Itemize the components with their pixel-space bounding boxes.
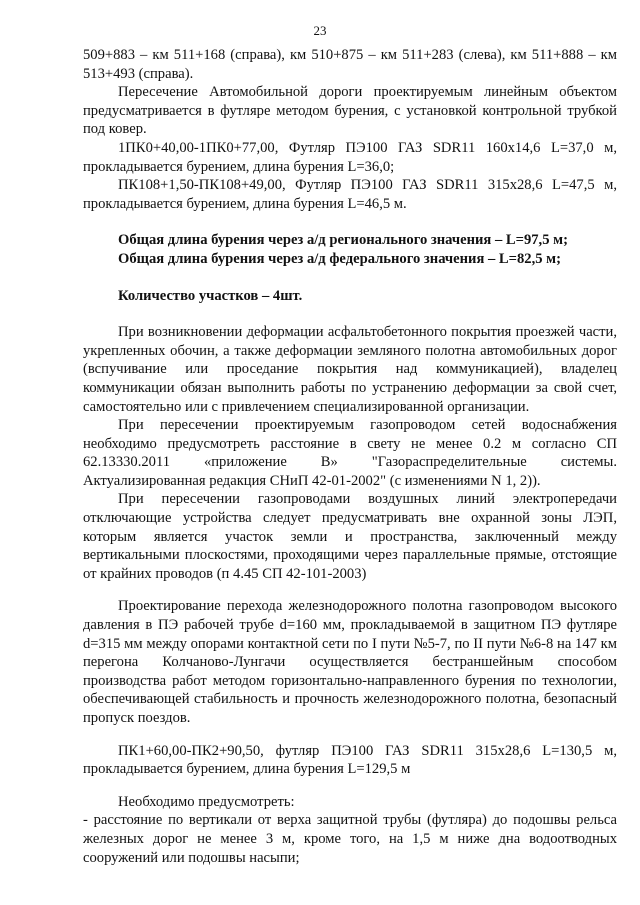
paragraph-power-lines: При пересечении газопроводами воздушных линий электропередачи отключающие устройства следует предусматривать вне охранной зоны ЛЭП, которым является участок земли и пространства, заключенный между вертикальными плоскостями, проходящими через параллельные прямые, отстоящие от крайних проводов (п 4.45 СП 42-101-2003) (83, 491, 617, 582)
paragraph-casing-1: 1ПК0+40,00-1ПК0+77,00, Футляр ПЭ100 ГАЗ SDR11 160x14,6 L=37,0 м, прокладывается бурением, длина бурения L=36,0; (83, 139, 617, 175)
document-body (83, 46, 617, 867)
bold-regional-length: Общая длина бурения через а/д регионального значения – L=97,5 м; (118, 232, 568, 249)
paragraph-casing-2: ПК108+1,50-ПК108+49,00, Футляр ПЭ100 ГАЗ SDR11 315x28,6 L=47,5 м, прокладывается бурением, длина бурения L=46,5 м. (83, 177, 617, 212)
paragraph-railway-casing: ПК1+60,00-ПК2+90,50, футляр ПЭ100 ГАЗ SDR11 315x28,6 L=130,5 м, прокладывается бурением, длина бурения L=129,5 м (83, 742, 617, 778)
paragraph-water-supply: При пересечении проектируемым газопроводом сетей водоснабжения необходимо предусмотреть расстояние в свету не менее 0.2 м согласно СП 62.13330.2011 «приложение В» "Газораспределительные системы. Актуализированная редакция СНиП 42-01-2002" (с изменениями N 1, 2)). (83, 417, 617, 489)
paragraph-requirements-title: Необходимо предусмотреть: (118, 793, 295, 810)
bold-federal-length: Общая длина бурения через а/д федерального значения – L=82,5 м; (118, 250, 561, 267)
paragraph-km-list: 509+883 – км 511+168 (справа), км 510+875 – км 511+283 (слева), км 511+888 – км 513+493 (справа). (83, 47, 617, 82)
paragraph-deformation: При возникновении деформации асфальтобетонного покрытия проезжей части, укрепленных обочин, а также деформации земляного полотна автомобильных дорог (вспучивание или проседание покрытия над коммуникацией), владелец коммуникации обязан выполнить работы по устранению деформации за свой счет, самостоятельно или с привлечением специализированной организации. (83, 324, 617, 415)
paragraph-railway-crossing: Проектирование перехода железнодорожного полотна газопроводом высокого давления в ПЭ рабочей трубе d=160 мм, прокладываемой в защитном ПЭ футляре d=315 мм между опорами контактной сети по I пути №5-7, по II пути №6-8 на 147 км перегона Колчаново-Лунгачи осуществляется бестраншейным способом производства работ методом горизонтально-направленного бурения по технологии, обеспечивающей стабильность и прочность железнодорожного полотна, безопасный пропуск поездов. (83, 598, 617, 726)
paragraph-road-crossing: Пересечение Автомобильной дороги проектируемым линейным объектом предусматривается в футляре методом бурения, с установкой контрольной трубкой под ковер. (83, 84, 617, 138)
paragraph-requirement-vertical: - расстояние по вертикали от верха защитной трубы (футляра) до подошвы рельса железных дорог не менее 3 м, кроме того, на 1,5 м ниже дна водоотводных сооружений или подошвы насыпи; (83, 812, 617, 866)
bold-section-count: Количество участков – 4шт. (118, 287, 303, 304)
page-number: 23 (313, 23, 327, 38)
